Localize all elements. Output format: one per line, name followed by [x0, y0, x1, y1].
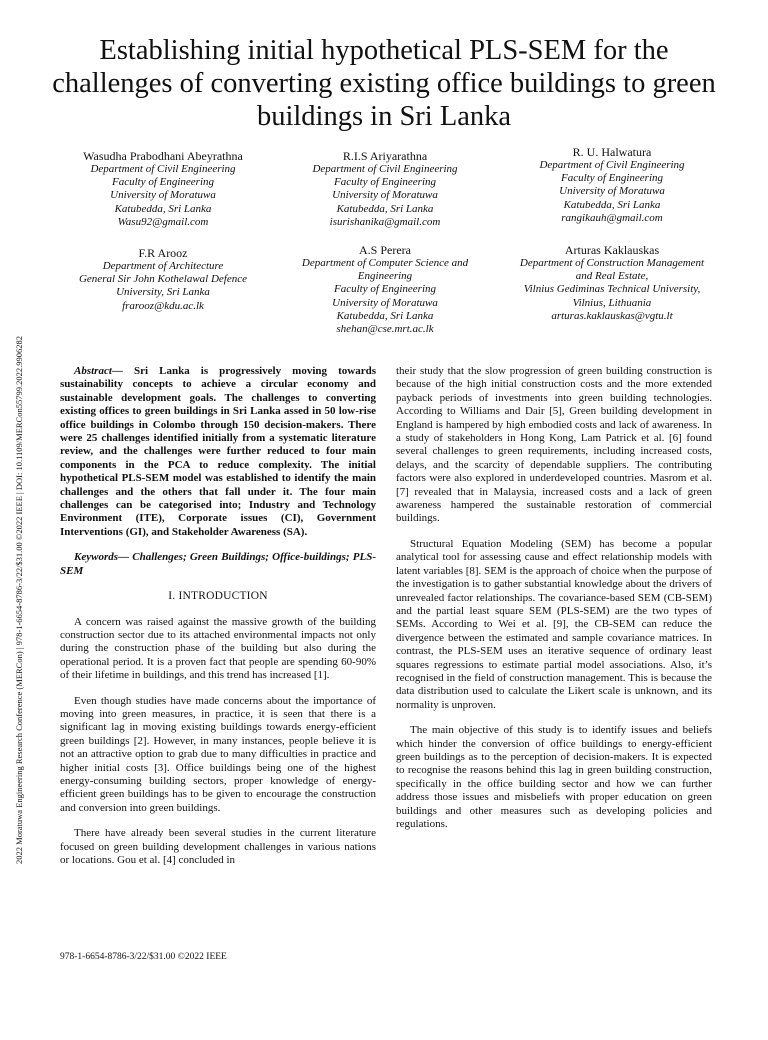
author-affiliation: University of Moratuwa — [332, 296, 438, 309]
right-column — [396, 365, 712, 843]
author-affiliation: University of Moratuwa — [110, 189, 216, 202]
author-affiliation: Faculty of Engineering — [333, 283, 437, 296]
author-affiliation: Katubedda, Sri Lanka — [336, 202, 434, 215]
author-block-4 — [48, 246, 278, 313]
author-affiliation: Engineering — [357, 270, 413, 283]
paragraph: There have already been several studies in the current literature focused on green building development challenges in various nations or locations. Gou et al. [4] concluded in — [60, 827, 376, 866]
author-email: arturas.kaklauskas@vgtu.lt — [551, 309, 673, 322]
author-name: A.S Perera — [359, 243, 411, 257]
left-column — [60, 365, 376, 879]
author-block-6 — [494, 243, 730, 323]
abstract-label: Abstract— — [74, 365, 123, 377]
author-affiliation: General Sir John Kothelawal Defence — [78, 273, 248, 286]
author-email: shehan@cse.mrt.ac.lk — [336, 323, 434, 336]
author-affiliation: Department of Architecture — [102, 260, 224, 272]
author-name: R. U. Halwatura — [572, 145, 652, 159]
paragraph: The main objective of this study is to identify issues and beliefs which hinder the conversion of office buildings to energy-efficient green buildings as to the perception of decision-makers. It is expected to recognise the reasons behind this lag in green building construction, specifically in the office building sector and how we can further address those issues and misbeliefs with proper education on green buildings and other measures such as developing policies and regulations. — [396, 724, 712, 830]
paragraph: Even though studies have made concerns about the importance of moving into green measures, in practice, it is seen that there is a significant lag in moving existing buildings towards energy-efficient green buildings [2]. However, in many instances, people believe it is not an attractive option to grab due to many difficulties in practice and higher initial costs [3]. Office buildings being one of the highest energy-consuming building sectors, proper knowledge of energy-efficient green buildings has to be given to encourage the construction and conversion into green buildings. — [60, 694, 376, 814]
abstract — [60, 365, 376, 539]
footer-copyright: 978-1-6654-8786-3/22/$31.00 ©2022 IEEE — [60, 952, 227, 962]
paragraph: Structural Equation Modeling (SEM) has become a popular analytical tool for assessing cause and effect relationship models with latent variables [8]. SEM is the approach of choice when the purpose of the investigation is to gather substantial knowledge about the drivers of unrevealed factor relationships. The covariance-based SEM (CB-SEM) and the partial least square SEM (PLS-SEM) are the two types of SEMs. According to Wei et al. [9], the CB-SEM can reduce the divergence between the estimated and sample covariance matrices. In contrast, the PLS-SEM uses an iterative sequence of ordinary least squares regressions to estimate partial model associations. Also, it’s recognised in the field of construction management. This is because the data distribution used to calculate the Likert scale is unknown, and its normality is unproven. — [396, 537, 712, 711]
keywords: Keywords— Challenges; Green Buildings; Office-buildings; PLS-SEM — [60, 551, 376, 577]
author-affiliation: University of Moratuwa — [559, 185, 665, 198]
author-name: Arturas Kaklauskas — [564, 243, 660, 257]
author-email: Wasu92@gmail.com — [117, 215, 209, 228]
author-affiliation: University of Moratuwa — [332, 189, 438, 202]
abstract-text: Sri Lanka is progressively moving towards sustainability concepts to achieve a circular economy and sustainable development goals. The challenges to converting existing offices to green buildings in Sri Lanka assed in 50 low-rise office buildings in Colombo through 150 decision-makers. There were 25 challenges identified initially from a systematic literature review, and the challenges were further reduced to four main components in the PCA to reduce complexity. The initial hypothetical PLS-SEM model was established to identify the main challenges and the others that fall under it. The four main challenges can be categorised into; Industry and Technology Environment (ITE), Corporate issues (CI), Government Interventions (GI), and Stakeholder Awareness (SA). — [60, 365, 376, 538]
author-affiliation: Department of Civil Engineering — [312, 163, 458, 175]
author-affiliation: Faculty of Engineering — [333, 176, 437, 189]
author-affiliation: Department of Civil Engineering — [90, 163, 236, 175]
author-affiliation: Katubedda, Sri Lanka — [114, 202, 212, 215]
paragraph: A concern was raised against the massive growth of the building construction sector due to its attached environmental impacts not only during the construction phase of the building but also during the operational period. It is a proven fact that people are spending 60-90% of their lifetime in buildings, and this trend has increased [1]. — [60, 615, 376, 682]
author-email: frarooz@kdu.ac.lk — [122, 299, 204, 312]
author-affiliation: Katubedda, Sri Lanka — [336, 309, 434, 322]
author-block-2 — [270, 149, 500, 229]
author-name: F.R Arooz — [138, 246, 188, 260]
author-affiliation: Faculty of Engineering — [560, 172, 664, 185]
author-affiliation: Faculty of Engineering — [111, 176, 215, 189]
section-heading: I. INTRODUCTION — [168, 590, 268, 603]
author-affiliation: Department of Construction Management — [519, 257, 705, 269]
author-affiliation: Vilnius, Lithuania — [572, 296, 652, 309]
author-affiliation: Vilnius Gediminas Technical University, — [523, 283, 701, 296]
author-block-3 — [497, 145, 727, 225]
author-affiliation: and Real Estate, — [575, 270, 649, 283]
author-affiliation: Department of Civil Engineering — [539, 159, 685, 171]
author-email: isurishanika@gmail.com — [329, 215, 441, 228]
author-email: rangikauh@gmail.com — [561, 211, 663, 224]
paragraph: their study that the slow progression of green building construction is because of the high initial construction costs and the more extended payback periods of investments into green building technologies. According to Williams and Dair [5], Green building development in England is hampered by high embodied costs and lack of awareness. In a study of stakeholders in Hong Kong, Lam Patrick et al. [6] found several challenges to green requirements, including increased costs, delays, and the scarcity of dependable suppliers. The contributing factors were also explored in underdeveloped countries. Masrom et al. [7] revealed that in Malaysia, increased costs and a lack of green awareness hampered the sustainable restoration of commercial buildings. — [396, 365, 712, 525]
side-doi-note: 2022 Moratuwa Engineering Research Conference (MERCon) | 978-1-6654-8786-3/22/$31.00 ©2022 IEEE | DOI: 10.1109/MERCon55799.2022.9906282 — [14, 336, 24, 864]
author-name: Wasudha Prabodhani Abeyrathna — [83, 149, 243, 163]
author-name: R.I.S Ariyarathna — [342, 149, 428, 163]
author-block-5 — [275, 243, 495, 336]
author-affiliation: Katubedda, Sri Lanka — [563, 198, 661, 211]
author-affiliation: University, Sri Lanka — [116, 286, 210, 299]
author-affiliation: Department of Computer Science and — [301, 257, 469, 269]
paper-title: Establishing initial hypothetical PLS-SEM for the challenges of converting existing office buildings to green buildings in Sri Lanka — [52, 35, 716, 132]
author-block-1 — [48, 149, 278, 229]
